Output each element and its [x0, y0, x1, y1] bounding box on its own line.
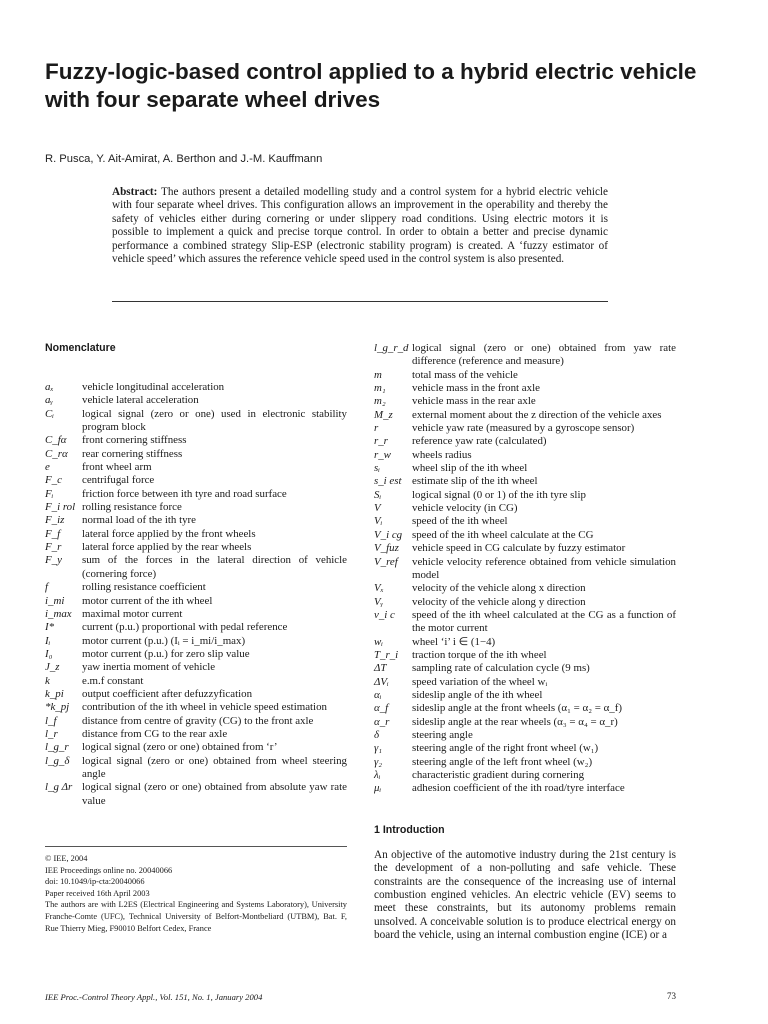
nomenclature-definition: vehicle lateral acceleration — [82, 394, 199, 407]
nomenclature-definition: output coefficient after defuzzyfication — [82, 687, 253, 700]
nomenclature-entry — [45, 474, 347, 487]
nomenclature-symbol: Vᵧ — [374, 595, 384, 608]
nomenclature-symbol: l_g_r — [45, 741, 69, 754]
nomenclature-entry — [45, 381, 347, 394]
nomenclature-definition: steering angle of the left front wheel (w₂) — [412, 755, 593, 768]
nomenclature-entry — [45, 394, 347, 407]
nomenclature-entry — [45, 408, 347, 435]
nomenclature-symbol: I* — [45, 621, 55, 634]
abstract-text: The authors present a detailed modelling study and a control system for a hybrid electric vehicle with four separate wheel drives. This configuration allows an improvement in the operability and thereby the safety of vehicles either during cornering or under slippery road conditions. Using electric motors it is possible to implement a quick and precise torque control. In order to obtain a better and precise dynamic performance a combined strategy Slip-ESP (electronic stability program) is created. A ‘fuzzy estimator of vehicle speed’ which assures the reference vehicle speed used in the control system is also presented. — [112, 186, 608, 266]
nomenclature-entry — [374, 422, 676, 435]
nomenclature-entry — [374, 636, 676, 649]
nomenclature-entry — [374, 729, 676, 742]
nomenclature-entry — [374, 582, 676, 595]
nomenclature-definition: speed variation of the wheel wᵢ — [412, 675, 548, 688]
nomenclature-entry — [45, 661, 347, 674]
nomenclature-symbol: Sᵢ — [374, 488, 382, 501]
nomenclature-symbol: V_i cg — [374, 528, 403, 541]
nomenclature-definition: vehicle speed in CG calculate by fuzzy estimator — [412, 542, 626, 555]
nomenclature-definition: traction torque of the ith wheel — [412, 648, 547, 661]
nomenclature-entry — [45, 688, 347, 701]
nomenclature-definition: sampling rate of calculation cycle (9 ms) — [412, 662, 590, 675]
nomenclature-symbol: l_g_r_d — [374, 342, 409, 354]
nomenclature-symbol: Vₓ — [374, 582, 384, 595]
nomenclature-definition: front cornering stiffness — [82, 434, 187, 447]
nomenclature-definition: vehicle yaw rate (measured by a gyroscope sensor) — [412, 422, 635, 435]
nomenclature-definition: characteristic gradient during cornering — [412, 769, 585, 781]
nomenclature-symbol: m — [374, 368, 382, 381]
nomenclature-definition: sideslip angle at the front wheels (α₁ = α₂ = α_f) — [412, 702, 622, 715]
nomenclature-definition: vehicle velocity reference obtained from vehicle simulation model — [412, 555, 676, 581]
nomenclature-definition: steering angle — [412, 728, 473, 741]
nomenclature-entry — [374, 435, 676, 448]
nomenclature-definition: front wheel arm — [82, 461, 152, 474]
footnote-line: IEE Proceedings online no. 20040066 — [45, 865, 173, 875]
nomenclature-entry — [374, 409, 676, 422]
nomenclature-entry — [45, 781, 347, 808]
nomenclature-definition: logical signal (zero or one) obtained from yaw rate difference (reference and measure) — [412, 342, 676, 368]
nomenclature-definition: adhesion coefficient of the ith road/tyre interface — [412, 782, 625, 795]
nomenclature-symbol: i_mi — [45, 594, 65, 607]
nomenclature-entry — [45, 741, 347, 754]
nomenclature-symbol: l_f — [45, 714, 57, 727]
nomenclature-definition: lateral force applied by the rear wheels — [82, 541, 252, 554]
footnote-line: Paper received 16th April 2003 — [45, 888, 150, 898]
nomenclature-definition: wheel slip of the ith wheel — [412, 462, 528, 475]
nomenclature-symbol: α_f — [374, 702, 389, 715]
nomenclature-symbol: F_i rol — [45, 501, 76, 514]
nomenclature-symbol: α_r — [374, 715, 390, 728]
nomenclature-definition: motor current (p.u.) (Iᵢ = i_mi/i_max) — [82, 634, 246, 647]
nomenclature-symbol: δ — [374, 728, 380, 741]
nomenclature-definition: sideslip angle of the ith wheel — [412, 688, 543, 701]
nomenclature-definition: steering angle of the right front wheel (w₁) — [412, 742, 599, 755]
nomenclature-entry — [374, 596, 676, 609]
nomenclature-definition: vehicle mass in the front axle — [412, 382, 540, 395]
nomenclature-definition: distance from centre of gravity (CG) to the front axle — [82, 714, 314, 727]
nomenclature-symbol: r — [374, 422, 379, 435]
nomenclature-symbol: v_i c — [374, 608, 395, 621]
nomenclature-right-column — [374, 342, 676, 796]
nomenclature-symbol: J_z — [45, 661, 60, 674]
nomenclature-entry — [374, 702, 676, 715]
nomenclature-entry — [374, 676, 676, 689]
nomenclature-entry — [374, 382, 676, 395]
nomenclature-definition: total mass of the vehicle — [412, 368, 518, 381]
footnote-line: The authors are with L2ES (Electrical Engineering and Systems Laboratory), University Franche-Comte (UFC), Technical University of Belfort-Montbeliard (UTBM), Bat. F, Rue Thierry Mieg, F90010 Belfort Cedex, France — [45, 900, 347, 933]
nomenclature-entry — [45, 728, 347, 741]
nomenclature-symbol: l_r — [45, 727, 58, 740]
nomenclature-symbol: aₓ — [45, 381, 54, 393]
nomenclature-entry — [45, 581, 347, 594]
nomenclature-definition: normal load of the ith tyre — [82, 514, 197, 527]
nomenclature-symbol: F_y — [45, 554, 62, 567]
nomenclature-symbol: r_w — [374, 448, 391, 461]
nomenclature-entry — [45, 675, 347, 688]
nomenclature-definition: yaw inertia moment of vehicle — [82, 661, 216, 674]
nomenclature-entry — [45, 635, 347, 648]
nomenclature-entry — [45, 755, 347, 782]
nomenclature-definition: logical signal (zero or one) obtained from ‘r’ — [82, 741, 278, 754]
nomenclature-definition: contribution of the ith wheel in vehicle speed estimation — [82, 701, 327, 714]
nomenclature-entry — [374, 542, 676, 555]
nomenclature-definition: estimate slip of the ith wheel — [412, 475, 538, 488]
nomenclature-definition: motor current (p.u.) for zero slip value — [82, 647, 250, 660]
nomenclature-definition: logical signal (zero or one) obtained from wheel steering angle — [82, 754, 347, 780]
nomenclature-entry — [45, 461, 347, 474]
nomenclature-symbol: λᵢ — [374, 769, 381, 781]
nomenclature-entry — [45, 621, 347, 634]
nomenclature-symbol: f — [45, 581, 49, 594]
nomenclature-entry — [374, 395, 676, 408]
nomenclature-entry — [374, 502, 676, 515]
nomenclature-symbol: k — [45, 674, 50, 687]
nomenclature-symbol: V — [374, 502, 381, 515]
nomenclature-definition: velocity of the vehicle along x direction — [412, 582, 586, 595]
nomenclature-symbol: V_ref — [374, 555, 398, 568]
author-list: R. Pusca, Y. Ait-Amirat, A. Berthon and J.-M. Kauffmann — [45, 153, 323, 165]
nomenclature-definition: sideslip angle at the rear wheels (α₃ = α₄ = α_r) — [412, 715, 618, 728]
nomenclature-symbol: F_c — [45, 474, 62, 487]
nomenclature-definition: speed of the ith wheel calculated at the CG as a function of the motor current — [412, 608, 676, 635]
nomenclature-entry — [374, 782, 676, 795]
nomenclature-definition: maximal motor current — [82, 607, 183, 620]
nomenclature-symbol: r_r — [374, 435, 388, 448]
nomenclature-entry — [374, 475, 676, 488]
nomenclature-entry — [374, 342, 676, 369]
nomenclature-entry — [374, 662, 676, 675]
introduction-text: An objective of the automotive industry during the 21st century is the development of a non-polluting and safe vehicle. These constraints are the consequence of the increasing use of internal combustion engined vehicles. An electric vehicle (EV) seems to meet these constraints, but its autonomy problems remain unsolved. A conceivable solution is to produce electrical energy on board the vehicle, using an internal combustion engine (ICE) or a — [374, 849, 676, 942]
nomenclature-symbol: γ₁ — [374, 742, 383, 755]
nomenclature-definition: current (p.u.) proportional with pedal reference — [82, 621, 288, 634]
nomenclature-symbol: αᵢ — [374, 688, 382, 701]
nomenclature-symbol: k_pi — [45, 687, 64, 700]
nomenclature-symbol: Cᵢ — [45, 407, 54, 420]
nomenclature-symbol: F_f — [45, 527, 61, 540]
footnote-line: doi: 10.1049/ip-cta:20040066 — [45, 877, 145, 887]
nomenclature-entry — [45, 434, 347, 447]
nomenclature-symbol: Vᵢ — [374, 515, 383, 528]
nomenclature-definition: logical signal (0 or 1) of the ith tyre slip — [412, 488, 586, 501]
nomenclature-entry — [374, 649, 676, 662]
nomenclature-definition: speed of the ith wheel — [412, 515, 508, 528]
nomenclature-definition: reference yaw rate (calculated) — [412, 435, 547, 448]
nomenclature-symbol: ΔT — [374, 662, 387, 675]
nomenclature-definition: wheel ‘i’ i ∈ (1−4) — [412, 635, 496, 648]
nomenclature-left-column — [45, 381, 347, 808]
nomenclature-definition: wheels radius — [412, 448, 472, 461]
nomenclature-symbol: μᵢ — [374, 782, 382, 795]
nomenclature-symbol: wᵢ — [374, 635, 383, 648]
abstract-label: Abstract: — [112, 186, 158, 198]
nomenclature-symbol: M_z — [374, 408, 393, 421]
nomenclature-entry — [45, 648, 347, 661]
nomenclature-symbol: m₂ — [374, 395, 386, 408]
nomenclature-symbol: C_rα — [45, 447, 68, 460]
nomenclature-entry — [374, 609, 676, 636]
nomenclature-definition: velocity of the vehicle along y direction — [412, 595, 586, 608]
nomenclature-entry — [374, 716, 676, 729]
abstract-divider — [112, 301, 608, 302]
nomenclature-definition: rolling resistance force — [82, 501, 182, 514]
nomenclature-definition: friction force between ith tyre and road surface — [82, 487, 287, 500]
nomenclature-definition: vehicle longitudinal acceleration — [82, 381, 225, 393]
nomenclature-definition: motor current of the ith wheel — [82, 594, 213, 607]
nomenclature-entry — [374, 756, 676, 769]
nomenclature-symbol: ΔVᵢ — [374, 675, 389, 688]
nomenclature-definition: external moment about the z direction of the vehicle axes — [412, 408, 662, 421]
nomenclature-entry — [374, 529, 676, 542]
nomenclature-entry — [374, 462, 676, 475]
nomenclature-symbol: F_r — [45, 541, 62, 554]
nomenclature-definition: rear cornering stiffness — [82, 447, 183, 460]
nomenclature-symbol: T_r_i — [374, 648, 399, 661]
nomenclature-definition: rolling resistance coefficient — [82, 581, 206, 594]
nomenclature-entry — [374, 742, 676, 755]
nomenclature-entry — [374, 689, 676, 702]
paper-title: Fuzzy-logic-based control applied to a hybrid electric vehicle with four separate wheel drives — [45, 59, 697, 112]
nomenclature-entry — [45, 541, 347, 554]
nomenclature-definition: vehicle mass in the rear axle — [412, 395, 536, 408]
nomenclature-symbol: l_g_δ — [45, 754, 70, 767]
nomenclature-entry — [45, 501, 347, 514]
nomenclature-symbol: F_iz — [45, 514, 65, 527]
nomenclature-entry — [374, 769, 676, 782]
nomenclature-definition: logical signal (zero or one) used in electronic stability program block — [82, 407, 347, 434]
nomenclature-symbol: I₀ — [45, 647, 53, 660]
nomenclature-heading: Nomenclature — [45, 342, 116, 354]
nomenclature-symbol: e — [45, 461, 50, 474]
nomenclature-symbol: γ₂ — [374, 755, 383, 768]
nomenclature-symbol: aᵧ — [45, 394, 53, 407]
footnotes — [45, 853, 347, 934]
nomenclature-definition: e.m.f constant — [82, 674, 144, 687]
introduction-heading: 1 Introduction — [374, 824, 445, 836]
nomenclature-entry — [45, 701, 347, 714]
nomenclature-entry — [374, 489, 676, 502]
nomenclature-definition: lateral force applied by the front wheels — [82, 527, 256, 540]
nomenclature-entry — [45, 595, 347, 608]
nomenclature-symbol: sᵢ — [374, 462, 380, 475]
footnote-line: © IEE, 2004 — [45, 854, 88, 863]
nomenclature-entry — [45, 528, 347, 541]
nomenclature-entry — [45, 554, 347, 581]
nomenclature-symbol: V_fuz — [374, 542, 399, 555]
journal-reference: IEE Proc.-Control Theory Appl., Vol. 151, No. 1, January 2004 — [45, 992, 263, 1002]
nomenclature-entry — [374, 556, 676, 583]
nomenclature-entry — [45, 608, 347, 621]
nomenclature-symbol: Fᵢ — [45, 487, 54, 500]
nomenclature-entry — [374, 449, 676, 462]
nomenclature-entry — [45, 488, 347, 501]
nomenclature-definition: distance from CG to the rear axle — [82, 727, 228, 740]
page-number: 73 — [667, 991, 676, 1001]
nomenclature-symbol: s_i est — [374, 475, 402, 488]
nomenclature-entry — [374, 515, 676, 528]
nomenclature-symbol: l_g Δr — [45, 781, 73, 794]
nomenclature-entry — [45, 514, 347, 527]
nomenclature-symbol: Iᵢ — [45, 634, 51, 647]
nomenclature-entry — [374, 369, 676, 382]
nomenclature-definition: centrifugal force — [82, 474, 155, 487]
nomenclature-definition: speed of the ith wheel calculate at the CG — [412, 528, 594, 541]
nomenclature-symbol: C_fα — [45, 434, 67, 447]
nomenclature-entry — [45, 448, 347, 461]
footnote-divider — [45, 846, 347, 847]
nomenclature-symbol: i_max — [45, 607, 72, 620]
nomenclature-symbol: *k_pj — [45, 701, 70, 714]
nomenclature-symbol: m₁ — [374, 382, 386, 395]
abstract — [112, 186, 608, 266]
nomenclature-definition: logical signal (zero or one) obtained from absolute yaw rate value — [82, 781, 347, 807]
nomenclature-definition: vehicle velocity (in CG) — [412, 502, 518, 515]
nomenclature-entry — [45, 715, 347, 728]
nomenclature-definition: sum of the forces in the lateral direction of vehicle (cornering force) — [82, 554, 347, 580]
